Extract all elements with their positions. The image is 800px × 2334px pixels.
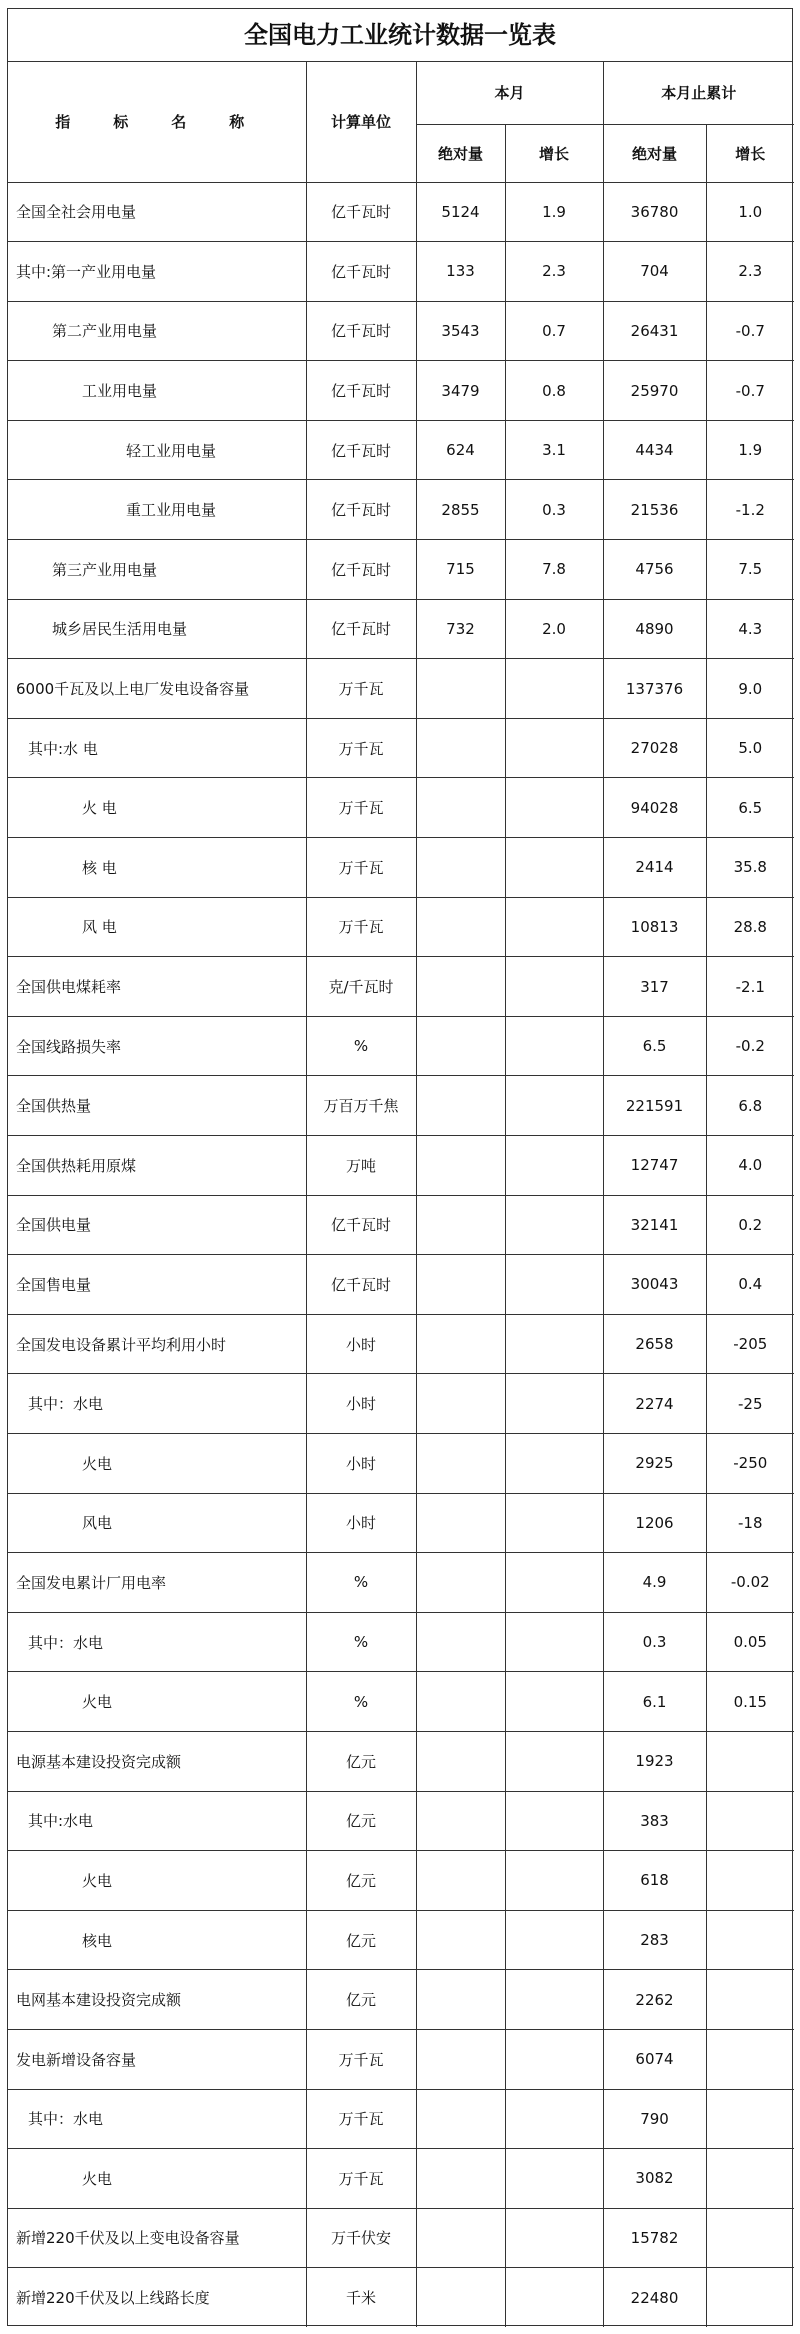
table-row [8,1791,794,1851]
month-absolute-cell [416,957,505,1017]
month-growth-cell: 3.1 [505,420,603,480]
month-growth-cell [505,1433,603,1493]
table-row [8,1910,794,1970]
table-row [8,1314,794,1374]
month-absolute-cell [416,1374,505,1434]
indicator-name-cell: 全国发电设备累计平均利用小时 [8,1314,306,1374]
table-row [8,480,794,540]
month-growth-cell: 0.7 [505,301,603,361]
month-growth-cell [505,1672,603,1732]
ytd-growth-cell: -2.1 [706,957,794,1017]
unit-cell: 万千瓦 [306,2029,416,2089]
ytd-absolute-cell: 22480 [603,2268,706,2328]
unit-cell: 千米 [306,2268,416,2328]
ytd-growth-cell: -25 [706,1374,794,1434]
month-absolute-cell: 3479 [416,361,505,421]
month-absolute-cell: 133 [416,242,505,302]
ytd-growth-cell [706,1731,794,1791]
ytd-absolute-cell: 704 [603,242,706,302]
indicator-name-cell: 全国供热量 [8,1076,306,1136]
header-indicator: 指 标 名 称 [8,62,306,182]
unit-cell: 克/千瓦时 [306,957,416,1017]
month-growth-cell [505,1851,603,1911]
indicator-name-cell: 全国全社会用电量 [8,182,306,242]
month-absolute-cell [416,2029,505,2089]
indicator-name-cell: 全国供电煤耗率 [8,957,306,1017]
unit-cell: % [306,1553,416,1613]
ytd-absolute-cell: 21536 [603,480,706,540]
unit-cell: 亿元 [306,1851,416,1911]
statistics-table-sheet [7,8,793,2326]
unit-cell: % [306,1672,416,1732]
ytd-growth-cell [706,1791,794,1851]
table-row [8,957,794,1017]
indicator-name-cell: 轻工业用电量 [8,420,306,480]
ytd-absolute-cell: 3082 [603,2149,706,2209]
ytd-absolute-cell: 0.3 [603,1612,706,1672]
month-absolute-cell [416,1493,505,1553]
table-row [8,2029,794,2089]
header-this-month: 本月 [416,62,603,124]
ytd-growth-cell [706,1910,794,1970]
month-absolute-cell [416,2268,505,2328]
table-row [8,301,794,361]
month-absolute-cell [416,1970,505,2030]
ytd-growth-cell [706,2089,794,2149]
month-absolute-cell [416,1433,505,1493]
unit-cell: 万千瓦 [306,2149,416,2209]
month-growth-cell [505,718,603,778]
ytd-growth-cell: 0.4 [706,1255,794,1315]
month-growth-cell [505,2268,603,2328]
month-growth-cell [505,1314,603,1374]
ytd-growth-cell: -0.02 [706,1553,794,1613]
indicator-name-cell: 其中:第一产业用电量 [8,242,306,302]
ytd-absolute-cell: 6.1 [603,1672,706,1732]
ytd-growth-cell: 1.9 [706,420,794,480]
table-row [8,1612,794,1672]
table-row [8,1016,794,1076]
unit-cell: 亿千瓦时 [306,182,416,242]
ytd-growth-cell: 0.05 [706,1612,794,1672]
month-growth-cell [505,1136,603,1196]
ytd-absolute-cell: 26431 [603,301,706,361]
ytd-growth-cell: 1.0 [706,182,794,242]
month-growth-cell [505,897,603,957]
table-row [8,2089,794,2149]
unit-cell: 亿千瓦时 [306,242,416,302]
ytd-absolute-cell: 36780 [603,182,706,242]
indicator-name-cell: 新增220千伏及以上线路长度 [8,2268,306,2328]
indicator-name-cell: 全国线路损失率 [8,1016,306,1076]
ytd-growth-cell: 6.5 [706,778,794,838]
ytd-absolute-cell: 4890 [603,599,706,659]
ytd-growth-cell: 28.8 [706,897,794,957]
table-row [8,242,794,302]
month-absolute-cell [416,2208,505,2268]
ytd-absolute-cell: 25970 [603,361,706,421]
month-growth-cell [505,1493,603,1553]
ytd-growth-cell [706,1970,794,2030]
ytd-growth-cell [706,2149,794,2209]
ytd-absolute-cell: 12747 [603,1136,706,1196]
indicator-name-cell: 工业用电量 [8,361,306,421]
month-growth-cell [505,1016,603,1076]
indicator-name-cell: 其中:水电 [8,1791,306,1851]
ytd-growth-cell: 9.0 [706,659,794,719]
table-row [8,1553,794,1613]
unit-cell: 亿元 [306,1970,416,2030]
month-absolute-cell: 5124 [416,182,505,242]
unit-cell: 小时 [306,1493,416,1553]
month-absolute-cell: 2855 [416,480,505,540]
ytd-growth-cell: -1.2 [706,480,794,540]
table-row [8,718,794,778]
month-absolute-cell [416,2149,505,2209]
ytd-growth-cell [706,2268,794,2328]
table-row [8,1493,794,1553]
ytd-growth-cell: 4.0 [706,1136,794,1196]
month-growth-cell [505,957,603,1017]
month-growth-cell [505,659,603,719]
indicator-name-cell: 火电 [8,2149,306,2209]
unit-cell: 亿千瓦时 [306,480,416,540]
header-ytd-absolute: 绝对量 [603,124,706,182]
month-growth-cell [505,2208,603,2268]
unit-cell: 亿千瓦时 [306,599,416,659]
month-absolute-cell [416,718,505,778]
indicator-name-cell: 风 电 [8,897,306,957]
month-absolute-cell [416,1016,505,1076]
table-row [8,897,794,957]
indicator-name-cell: 核 电 [8,838,306,898]
ytd-absolute-cell: 1206 [603,1493,706,1553]
ytd-absolute-cell: 4434 [603,420,706,480]
month-growth-cell [505,2089,603,2149]
indicator-name-cell: 风电 [8,1493,306,1553]
unit-cell: 万千瓦 [306,897,416,957]
month-growth-cell [505,1791,603,1851]
table-row [8,2268,794,2328]
indicator-name-cell: 新增220千伏及以上变电设备容量 [8,2208,306,2268]
ytd-growth-cell: -0.7 [706,301,794,361]
indicator-name-cell: 全国售电量 [8,1255,306,1315]
indicator-name-cell: 核电 [8,1910,306,1970]
indicator-name-cell: 第三产业用电量 [8,540,306,600]
header-ytd-growth: 增长 [706,124,794,182]
month-absolute-cell [416,1314,505,1374]
month-growth-cell [505,778,603,838]
unit-cell: 亿千瓦时 [306,1195,416,1255]
unit-cell: 万千瓦 [306,659,416,719]
month-growth-cell: 1.9 [505,182,603,242]
ytd-absolute-cell: 30043 [603,1255,706,1315]
indicator-name-cell: 6000千瓦及以上电厂发电设备容量 [8,659,306,719]
ytd-absolute-cell: 6074 [603,2029,706,2089]
table-row [8,182,794,242]
ytd-growth-cell: 6.8 [706,1076,794,1136]
unit-cell: 万千伏安 [306,2208,416,2268]
ytd-growth-cell: -205 [706,1314,794,1374]
month-growth-cell [505,1970,603,2030]
unit-cell: % [306,1016,416,1076]
table-row [8,1374,794,1434]
indicator-name-cell: 其中：水电 [8,1612,306,1672]
month-growth-cell [505,1612,603,1672]
table-row [8,778,794,838]
month-absolute-cell [416,1195,505,1255]
month-growth-cell: 2.3 [505,242,603,302]
ytd-growth-cell [706,2208,794,2268]
month-growth-cell [505,2149,603,2209]
table-row [8,599,794,659]
ytd-absolute-cell: 790 [603,2089,706,2149]
table-row [8,1255,794,1315]
header-ytd: 本月止累计 [603,62,794,124]
month-absolute-cell [416,897,505,957]
month-growth-cell [505,1553,603,1613]
indicator-name-cell: 火 电 [8,778,306,838]
indicator-name-cell: 重工业用电量 [8,480,306,540]
indicator-name-cell: 全国供热耗用原煤 [8,1136,306,1196]
indicator-name-cell: 火电 [8,1672,306,1732]
unit-cell: 万千瓦 [306,778,416,838]
ytd-absolute-cell: 32141 [603,1195,706,1255]
unit-cell: 亿千瓦时 [306,420,416,480]
month-absolute-cell [416,1672,505,1732]
month-growth-cell [505,1195,603,1255]
ytd-absolute-cell: 221591 [603,1076,706,1136]
indicator-name-cell: 第二产业用电量 [8,301,306,361]
table-row [8,2149,794,2209]
ytd-absolute-cell: 2262 [603,1970,706,2030]
month-absolute-cell [416,1791,505,1851]
month-absolute-cell [416,1136,505,1196]
ytd-absolute-cell: 1923 [603,1731,706,1791]
ytd-growth-cell: 0.15 [706,1672,794,1732]
ytd-growth-cell: -250 [706,1433,794,1493]
ytd-absolute-cell: 383 [603,1791,706,1851]
unit-cell: 万吨 [306,1136,416,1196]
table-row [8,361,794,421]
ytd-absolute-cell: 2925 [603,1433,706,1493]
unit-cell: 万千瓦 [306,838,416,898]
month-absolute-cell [416,1612,505,1672]
ytd-absolute-cell: 10813 [603,897,706,957]
table-row [8,2208,794,2268]
indicator-name-cell: 城乡居民生活用电量 [8,599,306,659]
indicator-name-cell: 其中：水电 [8,1374,306,1434]
ytd-growth-cell: 2.3 [706,242,794,302]
ytd-absolute-cell: 618 [603,1851,706,1911]
indicator-name-cell: 其中：水电 [8,2089,306,2149]
ytd-growth-cell: -18 [706,1493,794,1553]
table-row [8,659,794,719]
ytd-growth-cell: 5.0 [706,718,794,778]
unit-cell: 万百万千焦 [306,1076,416,1136]
ytd-growth-cell: 35.8 [706,838,794,898]
month-growth-cell [505,1910,603,1970]
month-absolute-cell [416,1731,505,1791]
month-absolute-cell [416,659,505,719]
table-row [8,1731,794,1791]
month-growth-cell: 2.0 [505,599,603,659]
indicator-name-cell: 全国发电累计厂用电率 [8,1553,306,1613]
unit-cell: 亿千瓦时 [306,301,416,361]
table-row [8,420,794,480]
ytd-absolute-cell: 27028 [603,718,706,778]
header-unit: 计算单位 [306,62,416,182]
month-absolute-cell [416,1910,505,1970]
month-absolute-cell: 624 [416,420,505,480]
table-row [8,1672,794,1732]
ytd-growth-cell: 7.5 [706,540,794,600]
month-growth-cell [505,838,603,898]
ytd-absolute-cell: 15782 [603,2208,706,2268]
table-row [8,1433,794,1493]
ytd-growth-cell [706,1851,794,1911]
ytd-absolute-cell: 317 [603,957,706,1017]
table-row [8,1076,794,1136]
indicator-name-cell: 发电新增设备容量 [8,2029,306,2089]
month-growth-cell [505,1374,603,1434]
indicator-name-cell: 全国供电量 [8,1195,306,1255]
page-title: 全国电力工业统计数据一览表 [8,9,792,62]
table-row [8,1851,794,1911]
table-body [8,182,794,2327]
indicator-name-cell: 火电 [8,1433,306,1493]
month-absolute-cell: 732 [416,599,505,659]
unit-cell: 亿千瓦时 [306,361,416,421]
ytd-absolute-cell: 94028 [603,778,706,838]
table-row [8,838,794,898]
month-absolute-cell [416,1851,505,1911]
month-absolute-cell: 3543 [416,301,505,361]
table-row [8,1195,794,1255]
month-growth-cell [505,1731,603,1791]
ytd-growth-cell: 4.3 [706,599,794,659]
ytd-absolute-cell: 4.9 [603,1553,706,1613]
header-month-growth: 增长 [505,124,603,182]
month-growth-cell: 0.3 [505,480,603,540]
month-growth-cell [505,2029,603,2089]
unit-cell: 万千瓦 [306,2089,416,2149]
unit-cell: 亿千瓦时 [306,540,416,600]
ytd-growth-cell: -0.7 [706,361,794,421]
ytd-absolute-cell: 2658 [603,1314,706,1374]
unit-cell: 小时 [306,1374,416,1434]
ytd-growth-cell [706,2029,794,2089]
unit-cell: 小时 [306,1433,416,1493]
indicator-name-cell: 火电 [8,1851,306,1911]
month-absolute-cell [416,838,505,898]
unit-cell: 小时 [306,1314,416,1374]
month-growth-cell: 7.8 [505,540,603,600]
month-absolute-cell [416,2089,505,2149]
month-absolute-cell [416,1553,505,1613]
ytd-absolute-cell: 4756 [603,540,706,600]
month-absolute-cell: 715 [416,540,505,600]
header-month-absolute: 绝对量 [416,124,505,182]
ytd-growth-cell: -0.2 [706,1016,794,1076]
unit-cell: 亿元 [306,1731,416,1791]
unit-cell: 亿元 [306,1910,416,1970]
indicator-name-cell: 其中:水 电 [8,718,306,778]
month-growth-cell: 0.8 [505,361,603,421]
unit-cell: 亿元 [306,1791,416,1851]
statistics-table [8,62,794,2327]
indicator-name-cell: 电源基本建设投资完成额 [8,1731,306,1791]
month-absolute-cell [416,1076,505,1136]
ytd-growth-cell: 0.2 [706,1195,794,1255]
table-row [8,1136,794,1196]
ytd-absolute-cell: 2414 [603,838,706,898]
ytd-absolute-cell: 283 [603,1910,706,1970]
unit-cell: 万千瓦 [306,718,416,778]
table-row [8,1970,794,2030]
indicator-name-cell: 电网基本建设投资完成额 [8,1970,306,2030]
unit-cell: 亿千瓦时 [306,1255,416,1315]
unit-cell: % [306,1612,416,1672]
month-absolute-cell [416,1255,505,1315]
table-row [8,540,794,600]
month-growth-cell [505,1076,603,1136]
ytd-absolute-cell: 2274 [603,1374,706,1434]
ytd-absolute-cell: 137376 [603,659,706,719]
month-absolute-cell [416,778,505,838]
ytd-absolute-cell: 6.5 [603,1016,706,1076]
month-growth-cell [505,1255,603,1315]
